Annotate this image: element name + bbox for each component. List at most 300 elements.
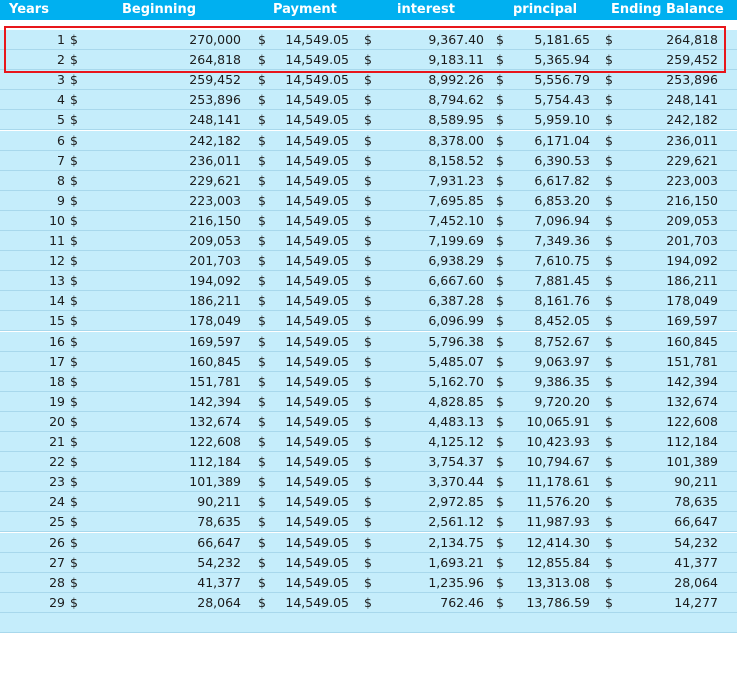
cell-principal[interactable]: 7,349.36 — [534, 233, 590, 248]
cell-beginning[interactable]: 142,394 — [189, 393, 241, 409]
cell-payment[interactable]: 14,549.05 — [285, 313, 349, 329]
dollar-sign[interactable]: $ — [496, 534, 504, 550]
cell-ending-balance[interactable]: 142,394 — [666, 373, 718, 389]
dollar-sign[interactable]: $ — [605, 494, 613, 510]
cell-payment[interactable]: 14,549.05 — [285, 152, 349, 168]
dollar-sign[interactable]: $ — [364, 373, 372, 389]
cell-ending-balance[interactable]: 78,635 — [674, 494, 718, 510]
cell-interest[interactable]: 3,370.44 — [428, 474, 484, 490]
dollar-sign[interactable]: $ — [70, 353, 78, 369]
dollar-sign[interactable]: $ — [605, 212, 613, 228]
cell-ending-balance[interactable]: 112,184 — [666, 434, 718, 449]
dollar-sign[interactable]: $ — [70, 112, 78, 128]
cell-beginning[interactable]: 112,184 — [189, 454, 241, 470]
dollar-sign[interactable]: $ — [364, 534, 372, 550]
cell-beginning[interactable]: 259,452 — [189, 72, 241, 88]
cell-interest[interactable]: 4,125.12 — [428, 434, 484, 449]
cell-interest[interactable]: 3,754.37 — [428, 454, 484, 470]
dollar-sign[interactable]: $ — [258, 132, 266, 148]
cell-year[interactable]: 24 — [49, 494, 65, 510]
cell-year[interactable]: 16 — [49, 333, 65, 349]
cell-interest[interactable]: 762.46 — [440, 594, 484, 610]
dollar-sign[interactable]: $ — [496, 273, 504, 289]
cell-interest[interactable]: 8,992.26 — [428, 72, 484, 88]
dollar-sign[interactable]: $ — [258, 574, 266, 590]
dollar-sign[interactable]: $ — [364, 172, 372, 188]
cell-interest[interactable]: 4,483.13 — [428, 413, 484, 429]
dollar-sign[interactable]: $ — [364, 233, 372, 248]
dollar-sign[interactable]: $ — [70, 594, 78, 610]
dollar-sign[interactable]: $ — [70, 52, 78, 68]
dollar-sign[interactable]: $ — [258, 32, 266, 47]
dollar-sign[interactable]: $ — [70, 192, 78, 208]
dollar-sign[interactable]: $ — [70, 413, 78, 429]
cell-ending-balance[interactable]: 160,845 — [666, 333, 718, 349]
cell-payment[interactable]: 14,549.05 — [285, 333, 349, 349]
cell-principal[interactable]: 6,853.20 — [534, 192, 590, 208]
cell-ending-balance[interactable]: 28,064 — [674, 574, 718, 590]
dollar-sign[interactable]: $ — [605, 594, 613, 610]
dollar-sign[interactable]: $ — [258, 554, 266, 570]
dollar-sign[interactable]: $ — [364, 52, 372, 68]
cell-payment[interactable]: 14,549.05 — [285, 72, 349, 88]
cell-year[interactable]: 25 — [49, 514, 65, 530]
cell-interest[interactable]: 6,387.28 — [428, 293, 484, 309]
dollar-sign[interactable]: $ — [258, 353, 266, 369]
dollar-sign[interactable]: $ — [258, 393, 266, 409]
cell-interest[interactable]: 7,931.23 — [428, 172, 484, 188]
cell-beginning[interactable]: 201,703 — [189, 253, 241, 269]
cell-year[interactable]: 22 — [49, 454, 65, 470]
dollar-sign[interactable]: $ — [364, 514, 372, 530]
dollar-sign[interactable]: $ — [496, 393, 504, 409]
cell-principal[interactable]: 8,752.67 — [534, 333, 590, 349]
dollar-sign[interactable]: $ — [605, 434, 613, 449]
cell-ending-balance[interactable]: 248,141 — [666, 92, 718, 108]
cell-payment[interactable]: 14,549.05 — [285, 373, 349, 389]
cell-year[interactable]: 27 — [49, 554, 65, 570]
dollar-sign[interactable]: $ — [70, 132, 78, 148]
cell-interest[interactable]: 1,235.96 — [428, 574, 484, 590]
dollar-sign[interactable]: $ — [496, 172, 504, 188]
cell-principal[interactable]: 12,855.84 — [526, 554, 590, 570]
cell-interest[interactable]: 5,485.07 — [428, 353, 484, 369]
dollar-sign[interactable]: $ — [364, 112, 372, 128]
dollar-sign[interactable]: $ — [605, 413, 613, 429]
cell-ending-balance[interactable]: 236,011 — [666, 132, 718, 148]
dollar-sign[interactable]: $ — [605, 52, 613, 68]
cell-principal[interactable]: 11,987.93 — [526, 514, 590, 530]
cell-payment[interactable]: 14,549.05 — [285, 574, 349, 590]
dollar-sign[interactable]: $ — [258, 333, 266, 349]
cell-interest[interactable]: 2,972.85 — [428, 494, 484, 510]
header-years[interactable]: Years — [9, 2, 49, 17]
cell-year[interactable]: 3 — [57, 72, 65, 88]
cell-beginning[interactable]: 122,608 — [189, 434, 241, 449]
dollar-sign[interactable]: $ — [258, 72, 266, 88]
cell-ending-balance[interactable]: 54,232 — [674, 534, 718, 550]
dollar-sign[interactable]: $ — [496, 434, 504, 449]
cell-year[interactable]: 29 — [49, 594, 65, 610]
dollar-sign[interactable]: $ — [364, 313, 372, 329]
cell-payment[interactable]: 14,549.05 — [285, 393, 349, 409]
dollar-sign[interactable]: $ — [258, 253, 266, 269]
dollar-sign[interactable]: $ — [605, 192, 613, 208]
cell-year[interactable]: 4 — [57, 92, 65, 108]
dollar-sign[interactable]: $ — [496, 72, 504, 88]
cell-ending-balance[interactable]: 178,049 — [666, 293, 718, 309]
dollar-sign[interactable]: $ — [496, 514, 504, 530]
dollar-sign[interactable]: $ — [605, 393, 613, 409]
cell-ending-balance[interactable]: 216,150 — [666, 192, 718, 208]
dollar-sign[interactable]: $ — [258, 413, 266, 429]
dollar-sign[interactable]: $ — [605, 333, 613, 349]
dollar-sign[interactable]: $ — [364, 494, 372, 510]
cell-beginning[interactable]: 66,647 — [197, 534, 241, 550]
cell-beginning[interactable]: 160,845 — [189, 353, 241, 369]
dollar-sign[interactable]: $ — [496, 92, 504, 108]
cell-year[interactable]: 10 — [49, 212, 65, 228]
cell-payment[interactable]: 14,549.05 — [285, 494, 349, 510]
cell-interest[interactable]: 7,452.10 — [428, 212, 484, 228]
dollar-sign[interactable]: $ — [258, 172, 266, 188]
cell-interest[interactable]: 6,096.99 — [428, 313, 484, 329]
dollar-sign[interactable]: $ — [70, 32, 78, 47]
dollar-sign[interactable]: $ — [496, 353, 504, 369]
cell-beginning[interactable]: 28,064 — [197, 594, 241, 610]
dollar-sign[interactable]: $ — [70, 554, 78, 570]
cell-interest[interactable]: 9,367.40 — [428, 32, 484, 47]
cell-principal[interactable]: 7,096.94 — [534, 212, 590, 228]
dollar-sign[interactable]: $ — [364, 152, 372, 168]
dollar-sign[interactable]: $ — [70, 212, 78, 228]
dollar-sign[interactable]: $ — [364, 413, 372, 429]
dollar-sign[interactable]: $ — [364, 293, 372, 309]
dollar-sign[interactable]: $ — [70, 152, 78, 168]
dollar-sign[interactable]: $ — [70, 273, 78, 289]
dollar-sign[interactable]: $ — [258, 92, 266, 108]
cell-ending-balance[interactable]: 229,621 — [666, 152, 718, 168]
dollar-sign[interactable]: $ — [258, 534, 266, 550]
cell-payment[interactable]: 14,549.05 — [285, 192, 349, 208]
dollar-sign[interactable]: $ — [605, 373, 613, 389]
cell-ending-balance[interactable]: 223,003 — [666, 172, 718, 188]
dollar-sign[interactable]: $ — [258, 434, 266, 449]
dollar-sign[interactable]: $ — [364, 434, 372, 449]
dollar-sign[interactable]: $ — [258, 293, 266, 309]
dollar-sign[interactable]: $ — [258, 152, 266, 168]
cell-payment[interactable]: 14,549.05 — [285, 454, 349, 470]
cell-payment[interactable]: 14,549.05 — [285, 353, 349, 369]
cell-payment[interactable]: 14,549.05 — [285, 212, 349, 228]
cell-principal[interactable]: 5,365.94 — [534, 52, 590, 68]
dollar-sign[interactable]: $ — [605, 233, 613, 248]
cell-payment[interactable]: 14,549.05 — [285, 172, 349, 188]
cell-payment[interactable]: 14,549.05 — [285, 112, 349, 128]
cell-principal[interactable]: 6,617.82 — [534, 172, 590, 188]
cell-beginning[interactable]: 253,896 — [189, 92, 241, 108]
dollar-sign[interactable]: $ — [70, 172, 78, 188]
cell-interest[interactable]: 6,938.29 — [428, 253, 484, 269]
cell-year[interactable]: 5 — [57, 112, 65, 128]
dollar-sign[interactable]: $ — [364, 594, 372, 610]
cell-interest[interactable]: 8,378.00 — [428, 132, 484, 148]
dollar-sign[interactable]: $ — [258, 474, 266, 490]
dollar-sign[interactable]: $ — [258, 273, 266, 289]
dollar-sign[interactable]: $ — [496, 494, 504, 510]
cell-interest[interactable]: 8,589.95 — [428, 112, 484, 128]
cell-ending-balance[interactable]: 194,092 — [666, 253, 718, 269]
cell-beginning[interactable]: 270,000 — [189, 32, 241, 47]
dollar-sign[interactable]: $ — [605, 32, 613, 47]
cell-year[interactable]: 13 — [49, 273, 65, 289]
cell-beginning[interactable]: 209,053 — [189, 233, 241, 248]
cell-principal[interactable]: 5,959.10 — [534, 112, 590, 128]
dollar-sign[interactable]: $ — [258, 212, 266, 228]
dollar-sign[interactable]: $ — [605, 554, 613, 570]
cell-principal[interactable]: 10,794.67 — [526, 454, 590, 470]
cell-year[interactable]: 8 — [57, 172, 65, 188]
dollar-sign[interactable]: $ — [605, 253, 613, 269]
dollar-sign[interactable]: $ — [258, 233, 266, 248]
cell-year[interactable]: 15 — [49, 313, 65, 329]
cell-ending-balance[interactable]: 101,389 — [666, 454, 718, 470]
dollar-sign[interactable]: $ — [70, 574, 78, 590]
dollar-sign[interactable]: $ — [605, 112, 613, 128]
cell-year[interactable]: 2 — [57, 52, 65, 68]
cell-ending-balance[interactable]: 201,703 — [666, 233, 718, 248]
cell-ending-balance[interactable]: 242,182 — [666, 112, 718, 128]
cell-beginning[interactable]: 242,182 — [189, 132, 241, 148]
cell-principal[interactable]: 13,786.59 — [526, 594, 590, 610]
dollar-sign[interactable]: $ — [605, 92, 613, 108]
cell-principal[interactable]: 13,313.08 — [526, 574, 590, 590]
dollar-sign[interactable]: $ — [70, 474, 78, 490]
cell-principal[interactable]: 12,414.30 — [526, 534, 590, 550]
dollar-sign[interactable]: $ — [364, 273, 372, 289]
dollar-sign[interactable]: $ — [364, 333, 372, 349]
cell-payment[interactable]: 14,549.05 — [285, 594, 349, 610]
cell-beginning[interactable]: 169,597 — [189, 333, 241, 349]
cell-year[interactable]: 28 — [49, 574, 65, 590]
cell-beginning[interactable]: 101,389 — [189, 474, 241, 490]
header-payment[interactable]: Payment — [273, 2, 337, 17]
dollar-sign[interactable]: $ — [364, 192, 372, 208]
cell-ending-balance[interactable]: 122,608 — [666, 413, 718, 429]
cell-beginning[interactable]: 132,674 — [189, 413, 241, 429]
cell-payment[interactable]: 14,549.05 — [285, 52, 349, 68]
cell-payment[interactable]: 14,549.05 — [285, 92, 349, 108]
dollar-sign[interactable]: $ — [605, 454, 613, 470]
cell-interest[interactable]: 1,693.21 — [428, 554, 484, 570]
dollar-sign[interactable]: $ — [605, 152, 613, 168]
dollar-sign[interactable]: $ — [496, 293, 504, 309]
cell-principal[interactable]: 10,423.93 — [526, 434, 590, 449]
cell-principal[interactable]: 6,390.53 — [534, 152, 590, 168]
cell-interest[interactable]: 9,183.11 — [428, 52, 484, 68]
cell-beginning[interactable]: 90,211 — [197, 494, 241, 510]
dollar-sign[interactable]: $ — [70, 92, 78, 108]
cell-interest[interactable]: 5,162.70 — [428, 373, 484, 389]
dollar-sign[interactable]: $ — [258, 594, 266, 610]
cell-principal[interactable]: 7,881.45 — [534, 273, 590, 289]
dollar-sign[interactable]: $ — [496, 212, 504, 228]
cell-payment[interactable]: 14,549.05 — [285, 534, 349, 550]
cell-interest[interactable]: 4,828.85 — [428, 393, 484, 409]
dollar-sign[interactable]: $ — [364, 474, 372, 490]
dollar-sign[interactable]: $ — [70, 72, 78, 88]
dollar-sign[interactable]: $ — [258, 313, 266, 329]
cell-beginning[interactable]: 236,011 — [189, 152, 241, 168]
cell-payment[interactable]: 14,549.05 — [285, 132, 349, 148]
cell-ending-balance[interactable]: 90,211 — [674, 474, 718, 490]
cell-beginning[interactable]: 223,003 — [189, 192, 241, 208]
cell-payment[interactable]: 14,549.05 — [285, 434, 349, 449]
dollar-sign[interactable]: $ — [605, 293, 613, 309]
dollar-sign[interactable]: $ — [605, 514, 613, 530]
dollar-sign[interactable]: $ — [364, 353, 372, 369]
dollar-sign[interactable]: $ — [70, 494, 78, 510]
dollar-sign[interactable]: $ — [605, 534, 613, 550]
dollar-sign[interactable]: $ — [70, 534, 78, 550]
dollar-sign[interactable]: $ — [70, 253, 78, 269]
dollar-sign[interactable]: $ — [496, 373, 504, 389]
dollar-sign[interactable]: $ — [496, 554, 504, 570]
dollar-sign[interactable]: $ — [496, 152, 504, 168]
dollar-sign[interactable]: $ — [496, 233, 504, 248]
dollar-sign[interactable]: $ — [364, 72, 372, 88]
cell-principal[interactable]: 5,181.65 — [534, 32, 590, 47]
dollar-sign[interactable]: $ — [258, 112, 266, 128]
cell-principal[interactable]: 9,386.35 — [534, 373, 590, 389]
dollar-sign[interactable]: $ — [605, 353, 613, 369]
dollar-sign[interactable]: $ — [605, 574, 613, 590]
cell-principal[interactable]: 9,063.97 — [534, 353, 590, 369]
dollar-sign[interactable]: $ — [496, 32, 504, 47]
dollar-sign[interactable]: $ — [364, 212, 372, 228]
cell-interest[interactable]: 2,134.75 — [428, 534, 484, 550]
cell-payment[interactable]: 14,549.05 — [285, 474, 349, 490]
cell-year[interactable]: 14 — [49, 293, 65, 309]
cell-year[interactable]: 11 — [49, 233, 65, 248]
dollar-sign[interactable]: $ — [605, 72, 613, 88]
dollar-sign[interactable]: $ — [496, 112, 504, 128]
cell-interest[interactable]: 8,158.52 — [428, 152, 484, 168]
header-principal[interactable]: principal — [513, 2, 578, 17]
cell-payment[interactable]: 14,549.05 — [285, 554, 349, 570]
dollar-sign[interactable]: $ — [605, 474, 613, 490]
cell-principal[interactable]: 8,452.05 — [534, 313, 590, 329]
cell-year[interactable]: 26 — [49, 534, 65, 550]
cell-payment[interactable]: 14,549.05 — [285, 253, 349, 269]
dollar-sign[interactable]: $ — [496, 132, 504, 148]
dollar-sign[interactable]: $ — [70, 373, 78, 389]
cell-beginning[interactable]: 229,621 — [189, 172, 241, 188]
cell-ending-balance[interactable]: 14,277 — [674, 594, 718, 610]
cell-year[interactable]: 23 — [49, 474, 65, 490]
cell-beginning[interactable]: 248,141 — [189, 112, 241, 128]
dollar-sign[interactable]: $ — [496, 192, 504, 208]
cell-year[interactable]: 6 — [57, 132, 65, 148]
cell-principal[interactable]: 10,065.91 — [526, 413, 590, 429]
cell-ending-balance[interactable]: 186,211 — [666, 273, 718, 289]
cell-ending-balance[interactable]: 209,053 — [666, 212, 718, 228]
dollar-sign[interactable]: $ — [364, 32, 372, 47]
dollar-sign[interactable]: $ — [70, 293, 78, 309]
dollar-sign[interactable]: $ — [70, 393, 78, 409]
dollar-sign[interactable]: $ — [258, 494, 266, 510]
dollar-sign[interactable]: $ — [364, 393, 372, 409]
cell-year[interactable]: 7 — [57, 152, 65, 168]
cell-interest[interactable]: 2,561.12 — [428, 514, 484, 530]
dollar-sign[interactable]: $ — [258, 373, 266, 389]
cell-ending-balance[interactable]: 151,781 — [666, 353, 718, 369]
cell-principal[interactable]: 5,556.79 — [534, 72, 590, 88]
header-ending-balance[interactable]: Ending Balance — [611, 2, 724, 17]
dollar-sign[interactable]: $ — [496, 574, 504, 590]
cell-principal[interactable]: 9,720.20 — [534, 393, 590, 409]
cell-ending-balance[interactable]: 264,818 — [666, 32, 718, 47]
cell-ending-balance[interactable]: 169,597 — [666, 313, 718, 329]
cell-beginning[interactable]: 186,211 — [189, 293, 241, 309]
dollar-sign[interactable]: $ — [364, 454, 372, 470]
dollar-sign[interactable]: $ — [70, 434, 78, 449]
dollar-sign[interactable]: $ — [70, 333, 78, 349]
dollar-sign[interactable]: $ — [364, 554, 372, 570]
cell-interest[interactable]: 6,667.60 — [428, 273, 484, 289]
cell-beginning[interactable]: 78,635 — [197, 514, 241, 530]
cell-year[interactable]: 17 — [49, 353, 65, 369]
cell-principal[interactable]: 11,178.61 — [526, 474, 590, 490]
cell-interest[interactable]: 7,199.69 — [428, 233, 484, 248]
dollar-sign[interactable]: $ — [364, 92, 372, 108]
cell-interest[interactable]: 8,794.62 — [428, 92, 484, 108]
dollar-sign[interactable]: $ — [70, 233, 78, 248]
cell-ending-balance[interactable]: 253,896 — [666, 72, 718, 88]
cell-interest[interactable]: 5,796.38 — [428, 333, 484, 349]
cell-payment[interactable]: 14,549.05 — [285, 233, 349, 248]
cell-beginning[interactable]: 178,049 — [189, 313, 241, 329]
dollar-sign[interactable]: $ — [258, 514, 266, 530]
dollar-sign[interactable]: $ — [496, 333, 504, 349]
dollar-sign[interactable]: $ — [496, 454, 504, 470]
cell-payment[interactable]: 14,549.05 — [285, 32, 349, 47]
cell-ending-balance[interactable]: 132,674 — [666, 393, 718, 409]
cell-beginning[interactable]: 264,818 — [189, 52, 241, 68]
header-interest[interactable]: interest — [397, 2, 455, 17]
dollar-sign[interactable]: $ — [496, 413, 504, 429]
cell-interest[interactable]: 7,695.85 — [428, 192, 484, 208]
header-beginning[interactable]: Beginning — [122, 2, 197, 17]
cell-year[interactable]: 18 — [49, 373, 65, 389]
cell-principal[interactable]: 8,161.76 — [534, 293, 590, 309]
cell-payment[interactable]: 14,549.05 — [285, 273, 349, 289]
cell-beginning[interactable]: 216,150 — [189, 212, 241, 228]
dollar-sign[interactable]: $ — [70, 313, 78, 329]
cell-payment[interactable]: 14,549.05 — [285, 293, 349, 309]
cell-beginning[interactable]: 54,232 — [197, 554, 241, 570]
dollar-sign[interactable]: $ — [496, 52, 504, 68]
cell-beginning[interactable]: 194,092 — [189, 273, 241, 289]
cell-year[interactable]: 21 — [49, 434, 65, 449]
dollar-sign[interactable]: $ — [605, 132, 613, 148]
dollar-sign[interactable]: $ — [605, 273, 613, 289]
dollar-sign[interactable]: $ — [496, 313, 504, 329]
cell-year[interactable]: 20 — [49, 413, 65, 429]
dollar-sign[interactable]: $ — [605, 172, 613, 188]
cell-ending-balance[interactable]: 259,452 — [666, 52, 718, 68]
dollar-sign[interactable]: $ — [496, 594, 504, 610]
